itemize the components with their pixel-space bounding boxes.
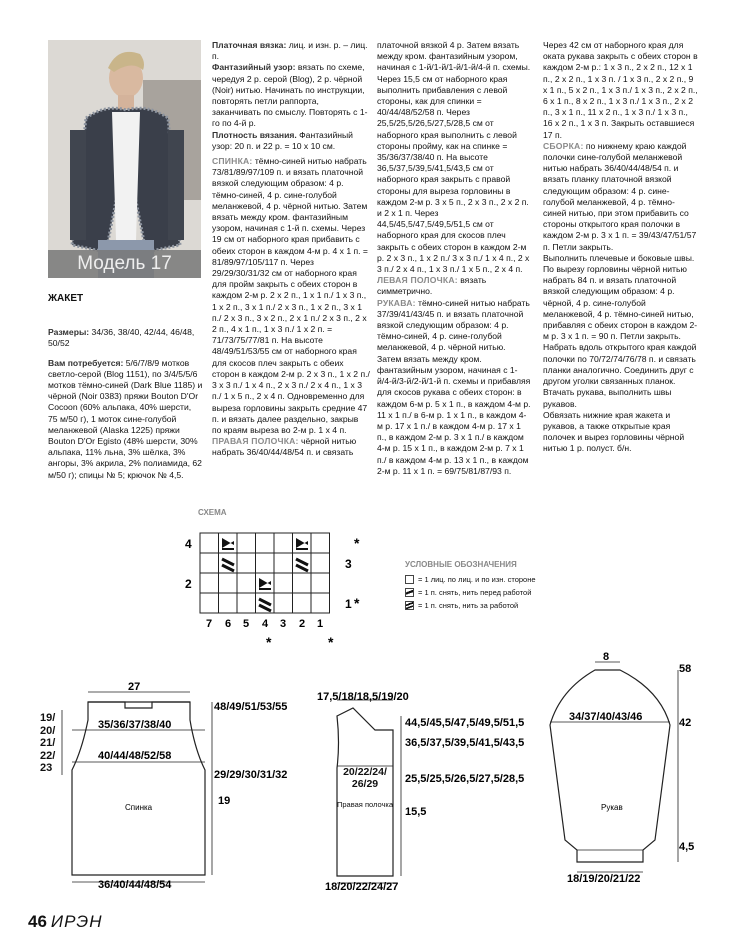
piece-name: Рукав — [601, 803, 623, 812]
need-label: Вам потребуется: — [48, 357, 124, 368]
dim-label: 40/44/48/52/58 — [98, 750, 172, 762]
row-label: 4 — [185, 537, 192, 551]
heading: РУКАВА: — [377, 297, 416, 308]
sleeve-pattern — [545, 650, 715, 890]
paragraph: тёмно-синей нитью набрать 73/81/89/97/109 п. и вязать платочной вязкой следующим образом: 4 р. тёмно-синей, 4 р. сине-голубой меланжевой, 4 р. чёрной нитью. Затем вязать между кром. фантазийным узором, начиная с 1-й п. схемы. Через 19 см от наборного края прибавить с обеих сторон в каждом 4-м р. 4 х 1 п. = 81/89/97/105/117 п. Через 29/29/30/31/32 см от наборного края для пройм закрыть с обеих сторон в каждом 2-м р. 2 х 2 п., 1 х 1 п./ 1 х 3 п., 1 х 2 п., 3 х 1 п./ 2 х 3 п., 1 х 2 п., 3 х 1 п./ 2 х 3 п., 3 х 2 п., 2 х 1 п./ 2 х 3 п., 2 х 2 п., 4 х 1 п., 1 х 3 п./ 1 х 2 п. = 71/73/75/77/81 п. На высоте 48/49/51/53/55 см от наборного края для скосов плеч закрыть с обеих сторон в каждом 2-м р. 2 х 3 п., 1 х 2 п./ 3 х 3 п./ 1 х 4 п., 2 х 3 п./ 2 х 4 п., 1 х 3 п./ 1 х 5 п., 2 х 4 п. Одновременно для выреза горловины закрыть средние 47 п. и вязать далее раздельно, закрыв по краям выреза во 2-м р. 1 х 4 п. — [212, 156, 370, 435]
model-photo — [48, 40, 201, 278]
piece-name: Спинка — [125, 803, 153, 812]
col-label: 5 — [243, 618, 250, 630]
star-mark: * — [354, 535, 360, 551]
article-title: ЖАКЕТ — [48, 293, 84, 304]
slip-symbols — [222, 538, 308, 611]
star-mark: * — [266, 634, 272, 650]
model-figure — [48, 40, 201, 278]
dim-label: 20/22/24/ 26/29 — [343, 766, 387, 790]
dim-label: 18/19/20/21/22 — [567, 873, 641, 885]
dim-label: 44,5/45,5/47,5/49,5/51,5 — [405, 717, 525, 729]
paragraph: чёрной нитью набрать 36/40/44/48/54 п. и связать — [212, 436, 357, 458]
dim-label: 4,5 — [679, 841, 695, 853]
heading: ЛЕВАЯ ПОЛОЧКА: — [377, 275, 458, 286]
paragraph: вязать по схеме, чередуя 2 р. серой (Blog), 2 р. чёрной (Noir) нитью. Начинать по инструкции, повторять петли раппорта, заканчивать по смыслу. Повторять с 1-го по 4-й р. — [212, 62, 368, 129]
legend-item: = 1 п. снять, нить перед работой — [405, 586, 536, 599]
dim-label: 25,5/25,5/26,5/27,5/28,5 — [405, 773, 525, 785]
dim-label: 34/37/40/43/46 — [569, 711, 643, 723]
dim-label: 36,5/37,5/39,5/41,5/43,5 — [405, 737, 525, 749]
slip-back-icon — [405, 601, 414, 610]
publication-name: ИРЭН — [50, 912, 103, 931]
star-mark: * — [328, 634, 334, 650]
row-label: 2 — [185, 577, 192, 591]
text-column-3 — [543, 40, 698, 455]
heading: Платочная вязка: — [212, 40, 287, 50]
dim-label: 36/40/44/48/54 — [98, 879, 172, 890]
dim-label: 48/49/51/53/55 — [214, 701, 288, 713]
paragraph: вязать симметрично. — [377, 275, 487, 297]
text-column-1 — [212, 40, 370, 459]
model-label: Модель 17 — [48, 250, 201, 278]
dim-label: 15,5 — [405, 806, 427, 818]
legend-item: = 1 п. снять, нить за работой — [405, 599, 536, 612]
dim-label: 29/29/30/31/32 — [214, 769, 288, 781]
paragraph: лиц. и изн. р. – лиц. п. — [212, 40, 368, 62]
col-label: 2 — [299, 618, 306, 630]
heading: СПИНКА: — [212, 156, 253, 167]
dim-label: 27 — [128, 681, 141, 693]
sizes-block — [48, 318, 203, 489]
page-number: 46 — [28, 912, 47, 931]
sizes-label: Размеры: — [48, 326, 90, 337]
star-mark: * — [354, 595, 360, 611]
schema-title: СХЕМА — [198, 508, 227, 517]
heading: Фантазийный узор: — [212, 62, 296, 73]
dim-label: 19/ 20/ 21/ 22/ 23 — [40, 712, 56, 774]
col-label: 6 — [225, 618, 232, 630]
dim-label: 18/20/22/24/27 — [325, 881, 399, 893]
dim-label: 17,5/18/18,5/19/20 — [317, 691, 409, 703]
legend-item: = 1 лиц. по лиц. и по изн. стороне — [405, 573, 536, 586]
paragraph: по нижнему краю каждой полочки сине-голубой меланжевой нитью набрать 36/40/44/48/54 п. и вязать планку платочной вязкой следующим образом: 4 р. сине-голубой меланжевой, 4 р. тёмно-синей нитью, при этом прибавить со стороны открытого края полочки в каждом 2-м р. 3 х 1 п. = 39/43/47/51/57 п. Петли закрыть. — [543, 140, 697, 252]
dim-label: 35/36/37/38/40 — [98, 719, 172, 731]
col-label: 4 — [262, 618, 269, 630]
paragraph: Обвязать нижние края жакета и рукавов, а также открытые края полочек и вырез горловины чёрной нитью 1 р. полуст. б/н. — [543, 409, 685, 454]
paragraph: Фантазийный узор: 20 п. и 22 р. = 10 х 10 см. — [212, 129, 353, 151]
col-label: 3 — [280, 618, 287, 630]
dim-label: 58 — [679, 663, 692, 675]
piece-name: Правая полочка — [337, 800, 393, 809]
dim-label: 19 — [218, 795, 231, 807]
row-label: 3 — [345, 557, 352, 571]
paragraph: Выполнить плечевые и боковые швы. По вырезу горловины чёрной нитью набрать 84 п. и вязать платочной вязкой следующим образом: 4 р. чёрной, 4 р. сине-голубой меланжевой, 4 р. тёмно-синей нитью, прибавляя с обеих сторон в каждом 2-м р. 3 х 1 п. = 90 п. Петли закрыть. Набрать вдоль открытого края каждой полочки по 70/72/74/76/78 п. и связать планки аналогично. Соединить друг с другом уголки связанных планок. Втачать рукава, выполнить швы рукавов. — [543, 252, 698, 409]
paragraph: Через 42 см от наборного края для оката рукава закрыть с обеих сторон в каждом 2-м р.: 1 х 3 п., 2 х 2 п., 12 х 1 п., 2 х 2 п., 1 х 3 п. / 1 х 3 п., 2 х 2 п., 9 х 1 п., 5 х 2 п., 1 х 3 п./ 1 х 3 п., 2 х 2 п., 6 х 1 п., 8 х 2 п., 1 х 3 п./ 1 х 3 п., 2 х 2 п., 3 х 1 п., 11 х 2 п., 1 х 3 п./ 1 х 3 п., 16 х 2 п., 1 х 3 п. Закрыть оставшиеся 17 п. — [543, 40, 698, 140]
heading: Плотность вязания. — [212, 129, 297, 140]
need-value: 5/6/7/8/9 мотков светло-серой (Blog 1151), по 3/4/5/5/6 мотков тёмно-синей (Dark Blue 1185) и чёрной (Noir 0383) пряжи Bouton D'Or Cocoon (60% альпака, 40% шерсти, 75 м/50 г), 1 моток сине-голубой меланжевой (Alaska 1225) пряжи Bouton D'Or Egisto (48% шерсти, 30% альпака, 11% льна, 3% шёлка, 3% ангоры, 3% акрила, 2% полиамида, 62 м/50 г); спицы № 5; крючок № 4,5. — [48, 357, 203, 480]
row-label: 1 — [345, 597, 352, 611]
paragraph: тёмно-синей нитью набрать 37/39/41/43/45 п. и вязать платочной вязкой следующим образом: 4 р. тёмно-синей, 4 р. сине-голубой меланжевой, 4 р. чёрной нитью. Затем вязать между кром. фантазийным узором, начиная с 1-й/4-й/3-й/2-й/1-й п. схемы и прибавляя для скосов рукава с обеих сторон: в каждом 6-м р. 5 х 1 п., в каждом 4-м р. 11 х 1 п./ в 6-м р. 1 х 1 п., в каждом 4-м р. 17 х 1 п./ в каждом 4-м р. 17 х 1 п., в каждом 2-м р. 3 х 1 п./ в каждом 4-м р. 15 х 1 п., в каждом 2-м р. 7 х 1 п./ в каждом 4-м р. 13 х 1 п., в каждом 2-м р. 11 х 1 п. = 69/75/81/87/93 п. — [377, 297, 531, 476]
text-column-2 — [377, 40, 532, 477]
back-pattern — [40, 680, 300, 890]
page-footer — [28, 912, 103, 932]
knitting-chart — [180, 525, 380, 650]
slip-front-icon — [405, 588, 414, 597]
dim-label: 8 — [603, 651, 610, 663]
heading: ПРАВАЯ ПОЛОЧКА: — [212, 436, 299, 447]
legend-title: УСЛОВНЫЕ ОБОЗНАЧЕНИЯ — [405, 560, 517, 569]
front-pattern — [315, 688, 545, 893]
dim-label: 42 — [679, 717, 692, 729]
col-label: 1 — [317, 618, 324, 630]
sizes-value: 34/36, 38/40, 42/44, 46/48, 50/52 — [48, 326, 195, 348]
paragraph: платочной вязкой 4 р. Затем вязать между кром. фантазийным узором, начиная с 1-й/1-й/1-й/1-й/4-й п. схемы. Через 15,5 см от наборного края выполнить прибавления с левой стороны, как для спинки = 40/44/48/52/58 п. Через 25,5/25,5/26,5/27,5/28,5 см от наборного края выполнить с левой стороны пройму, как на спинке = 35/36/37/38/40 п. На высоте 36,5/37,5/39,5/41,5/43,5 см от наборного края закрыть с правой стороны для выреза горловины в каждом 2-м р. 3 х 5 п., 2 х 3 п., 2 х 2 п. и 2 х 1 п. Через 44,5/45,5/47,5/49,5/51,5 см от наборного края для скосов плеч закрыть с обеих сторон в каждом 2-м р. 2 х 3 п., 1 х 2 п./ 3 х 3 п./ 1 х 4 п., 2 х 3 п./ 2 х 4 п., 1 х 3 п./ 1 х 5 п., 2 х 4 п. — [377, 40, 531, 275]
heading: СБОРКА: — [543, 140, 584, 151]
legend — [405, 558, 536, 612]
empty-cell-icon — [405, 575, 414, 584]
col-label: 7 — [206, 618, 213, 630]
